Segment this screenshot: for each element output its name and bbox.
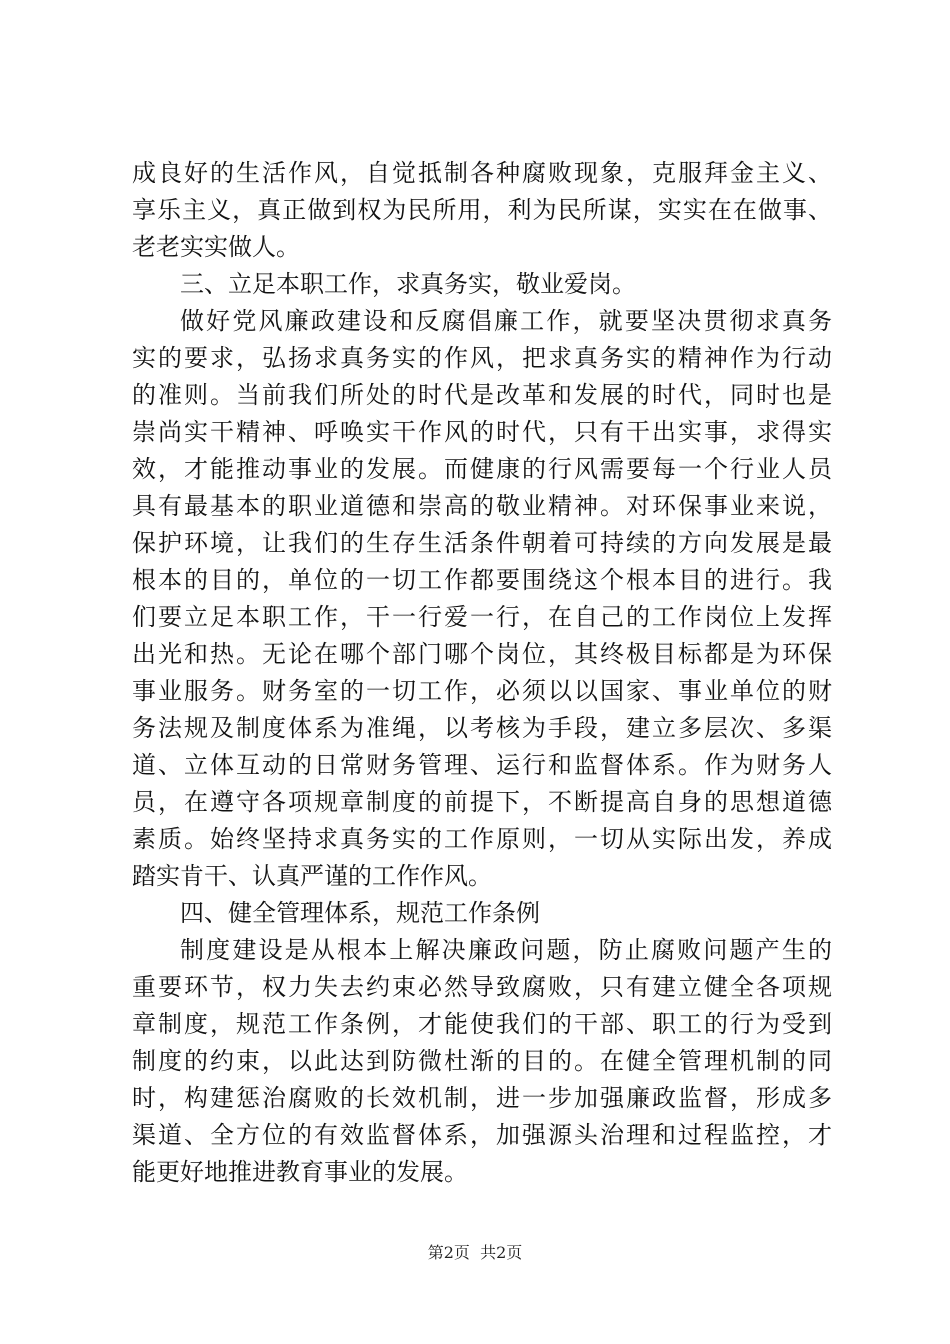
text-line: 章制度，规范工作条例，才能使我们的干部、职工的行为受到 bbox=[132, 1010, 832, 1038]
text-line: 享乐主义，真正做到权为民所用，利为民所谋，实实在在做事、 bbox=[132, 196, 832, 224]
text-line: 时，构建惩治腐败的长效机制，进一步加强廉政监督，形成多 bbox=[132, 1084, 832, 1112]
text-line: 成良好的生活作风，自觉抵制各种腐败现象，克服拜金主义、 bbox=[132, 159, 832, 187]
text-line: 重要环节，权力失去约束必然导致腐败，只有建立健全各项规 bbox=[132, 973, 832, 1001]
text-line: 效，才能推动事业的发展。而健康的行风需要每一个行业人员 bbox=[132, 455, 832, 483]
document-body bbox=[132, 155, 832, 1191]
page-footer bbox=[0, 1242, 950, 1264]
text-line: 保护环境，让我们的生存生活条件朝着可持续的方向发展是最 bbox=[132, 529, 832, 557]
text-line: 老老实实做人。 bbox=[132, 233, 300, 261]
text-line: 做好党风廉政建设和反腐倡廉工作，就要坚决贯彻求真务 bbox=[180, 307, 832, 335]
text-line: 具有最基本的职业道德和崇高的敬业精神。对环保事业来说， bbox=[132, 492, 832, 520]
text-line: 事业服务。财务室的一切工作，必须以以国家、事业单位的财 bbox=[132, 677, 832, 705]
text-line: 实的要求，弘扬求真务实的作风，把求真务实的精神作为行动 bbox=[132, 344, 832, 372]
text-line: 的准则。当前我们所处的时代是改革和发展的时代，同时也是 bbox=[132, 381, 832, 409]
text-line: 制度建设是从根本上解决廉政问题，防止腐败问题产生的 bbox=[180, 936, 832, 964]
text-line: 素质。始终坚持求真务实的工作原则，一切从实际出发，养成 bbox=[132, 825, 832, 853]
text-line: 能更好地推进教育事业的发展。 bbox=[132, 1158, 468, 1186]
section-heading: 三、立足本职工作，求真务实，敬业爱岗。 bbox=[180, 270, 636, 298]
text-line: 道、立体互动的日常财务管理、运行和监督体系。作为财务人 bbox=[132, 751, 832, 779]
text-line: 出光和热。无论在哪个部门哪个岗位，其终极目标都是为环保 bbox=[132, 640, 832, 668]
page-number: 第2页 共2页 bbox=[427, 1243, 523, 1262]
text-line: 根本的目的，单位的一切工作都要围绕这个根本目的进行。我 bbox=[132, 566, 832, 594]
text-line: 们要立足本职工作，干一行爱一行，在自己的工作岗位上发挥 bbox=[132, 603, 832, 631]
text-line: 务法规及制度体系为准绳，以考核为手段，建立多层次、多渠 bbox=[132, 714, 832, 742]
text-line: 崇尚实干精神、呼唤实干作风的时代，只有干出实事，求得实 bbox=[132, 418, 832, 446]
text-line: 制度的约束，以此达到防微杜渐的目的。在健全管理机制的同 bbox=[132, 1047, 832, 1075]
text-line: 踏实肯干、认真严谨的工作作风。 bbox=[132, 862, 492, 890]
text-line: 渠道、全方位的有效监督体系，加强源头治理和过程监控，才 bbox=[132, 1121, 832, 1149]
text-line: 员，在遵守各项规章制度的前提下，不断提高自身的思想道德 bbox=[132, 788, 832, 816]
section-heading: 四、健全管理体系，规范工作条例 bbox=[180, 899, 540, 927]
